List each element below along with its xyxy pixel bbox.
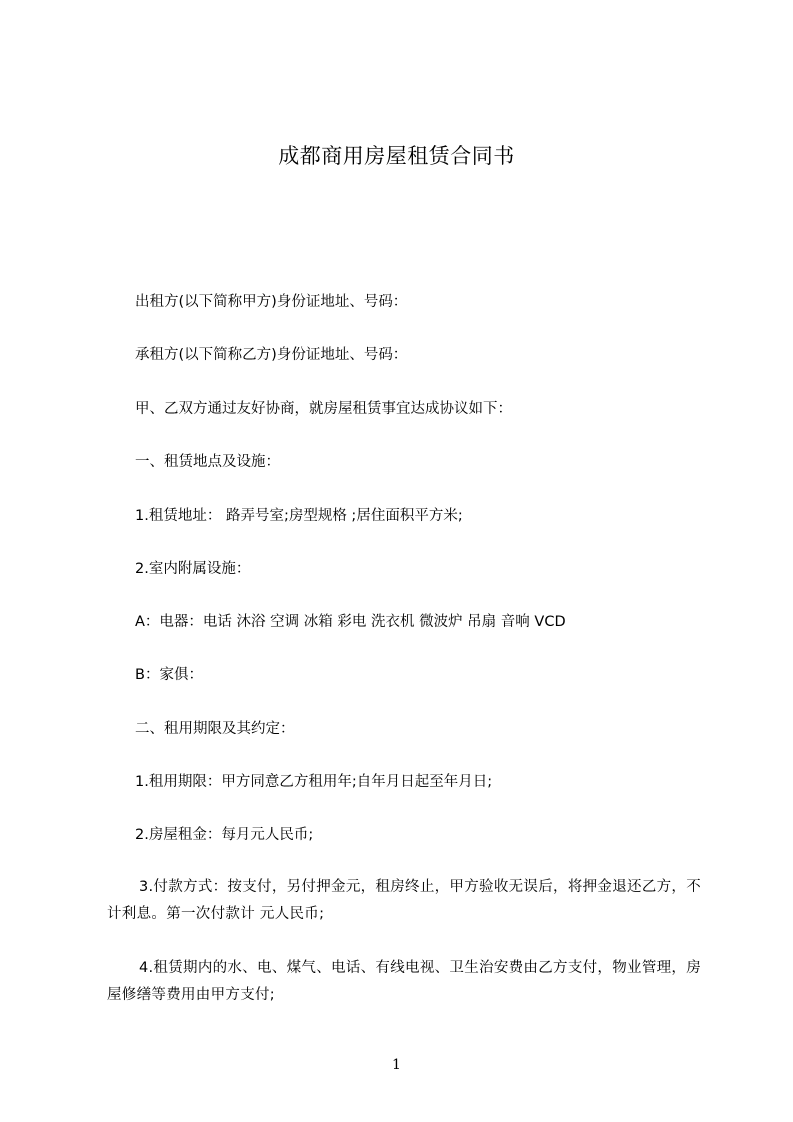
rent-amount-line: 2.房屋租金：每月元人民币; <box>135 827 314 843</box>
furniture-line: B：家俱： <box>135 667 203 683</box>
appliances-line: A：电器：电话 沐浴 空调 冰箱 彩电 洗衣机 微波炉 吊扇 音响 VCD <box>135 614 566 630</box>
facilities-line: 2.室内附属设施： <box>135 561 251 577</box>
lessee-line: 承租方(以下简称乙方)身份证地址、号码： <box>135 347 408 363</box>
page-number: 1 <box>392 1057 401 1073</box>
utility-fees-paragraph: 4.租赁期内的水、电、煤气、电话、有线电视、卫生治安费由乙方支付，物业管理，房屋修缮等费用由甲方支付; <box>107 960 702 1003</box>
rental-term-line: 1.租用期限：甲方同意乙方租用年;自年月日起至年月日; <box>135 774 493 790</box>
payment-method-paragraph: 3.付款方式：按支付，另付押金元，租房终止，甲方验收无误后，将押金退还乙方，不计利息。第一次付款计 元人民币; <box>107 879 702 922</box>
agreement-intro-line: 甲、乙双方通过友好协商，就房屋租赁事宜达成协议如下： <box>135 401 512 417</box>
section-2-heading: 二、租用期限及其约定： <box>135 721 295 737</box>
document-title: 成都商用房屋租赁合同书 <box>278 144 515 168</box>
lessor-line: 出租方(以下简称甲方)身份证地址、号码： <box>135 294 408 310</box>
rental-address-line: 1.租赁地址： 路弄号室;房型规格 ;居住面积平方米; <box>135 508 463 524</box>
section-1-heading: 一、租赁地点及设施： <box>135 454 280 470</box>
